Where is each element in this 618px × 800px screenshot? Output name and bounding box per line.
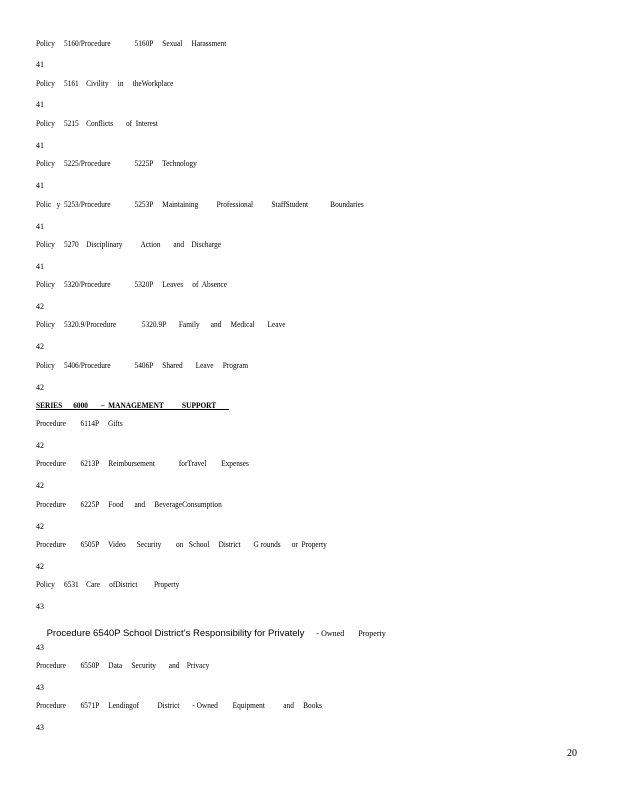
toc-entry: Procedure 6114P Gifts [36,419,123,428]
toc-entry: Procedure 6505P Video Security on School District G rounds or Property [36,540,327,549]
toc-entry: Policy 5270 Disciplinary Action and Discharge [36,240,222,249]
page-number: 20 [567,748,577,759]
toc-page-ref: 42 [36,562,44,571]
toc-entry: Policy 5161 Civility in theWorkplace [36,79,174,88]
toc-entry: Policy 5215 Conflicts of Interest [36,119,158,128]
toc-page-ref: 41 [36,222,44,231]
toc-entry: Policy 5225/Procedure 5225P Technology [36,159,197,168]
toc-page-ref: 43 [36,723,44,732]
toc-page-ref: 41 [36,262,44,271]
toc-entry-bold-tail: - Owned Property [304,629,386,638]
toc-entry-bold [36,619,386,649]
toc-page-ref: 43 [36,683,44,692]
toc-entry: Procedure 6225P Food and BeverageConsumption [36,500,222,509]
toc-entry: Policy 5320.9/Procedure 5320.9P Family and Medical Leave [36,320,286,329]
toc-page-ref: 42 [36,481,44,490]
toc-page-ref: 41 [36,60,44,69]
toc-page-ref: 42 [36,342,44,351]
toc-entry: Policy 5406/Procedure 5406P Shared Leave Program [36,361,249,370]
toc-entry: Policy 5160/Procedure 5160P Sexual Harassment [36,39,227,48]
toc-page-ref: 43 [36,602,44,611]
toc-page-ref: 42 [36,383,44,392]
toc-entry: Policy 6531 Care ofDistrict Property [36,580,180,589]
toc-entry: Polic y 5253/Procedure 5253P Maintaining Professional StaffStudent Boundaries [36,200,364,209]
toc-page-ref: 41 [36,181,44,190]
toc-page-ref: 41 [36,100,44,109]
toc-page-ref: 43 [36,643,44,652]
toc-page-ref: 42 [36,522,44,531]
toc-page-ref: 42 [36,441,44,450]
toc-page-ref: 42 [36,302,44,311]
toc-page-ref: 41 [36,141,44,150]
series-heading: SERIES 6000 – MANAGEMENT SUPPORT [36,401,229,410]
toc-entry: Procedure 6550P Data Security and Privacy [36,661,210,670]
toc-entry: Procedure 6213P Reimbursement forTravel Expenses [36,459,249,468]
toc-entry: Procedure 6571P Lendingof District - Owned Equipment and Books [36,701,322,710]
toc-entry-bold-main: Procedure 6540P School District’s Responsibility for Privately [46,628,305,639]
toc-entry: Policy 5320/Procedure 5320P Leaves of Absence [36,280,228,289]
